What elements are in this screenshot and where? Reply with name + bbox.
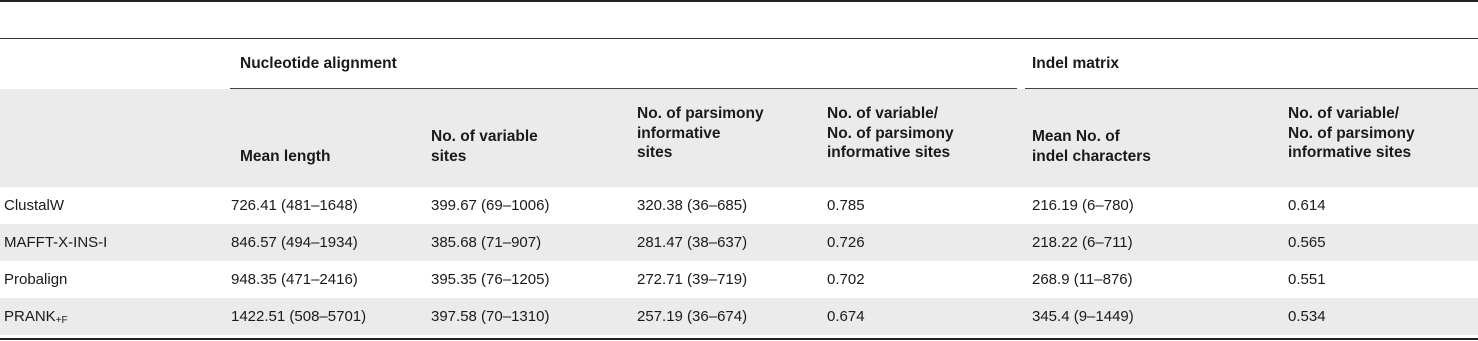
cell-indel-characters: 268.9 (11–876) (1032, 271, 1133, 288)
cell-mean-length: 948.35 (471–2416) (231, 271, 358, 288)
group-header-indel: Indel matrix (1032, 55, 1119, 72)
row-label (4, 307, 68, 330)
cell-indel-ratio: 0.614 (1288, 197, 1326, 214)
cell-ratio: 0.702 (827, 271, 865, 288)
cell-mean-length: 726.41 (481–1648) (231, 197, 358, 214)
cell-parsimony-sites: 281.47 (38–637) (637, 234, 748, 251)
row-label: ClustalW (4, 197, 65, 214)
table-bottom-rule (0, 338, 1478, 340)
cell-ratio: 0.726 (827, 234, 865, 251)
col-header-mean-indel-characters: Mean No. of indel characters (1032, 128, 1151, 165)
cell-mean-length: 846.57 (494–1934) (231, 234, 358, 251)
cell-mean-length: 1422.51 (508–5701) (231, 308, 367, 325)
col-header-mean-length: Mean length (240, 148, 331, 165)
cell-parsimony-sites: 257.19 (36–674) (637, 308, 748, 325)
cell-indel-ratio: 0.565 (1288, 234, 1326, 251)
cell-indel-ratio: 0.551 (1288, 271, 1326, 288)
row-label: Probalign (4, 271, 68, 288)
cell-indel-characters: 345.4 (9–1449) (1032, 308, 1134, 325)
cell-variable-sites: 399.67 (69–1006) (431, 197, 550, 214)
col-header-variable-sites: No. of variable sites (431, 128, 538, 165)
col-header-parsimony-informative-sites: No. of parsimony informative sites (637, 105, 764, 161)
row-label: MAFFT-X-INS-I (4, 234, 108, 251)
col-header-indel-variable-parsimony-ratio: No. of variable/ No. of parsimony informative sites (1288, 105, 1415, 161)
cell-ratio: 0.785 (827, 197, 865, 214)
group-header-nucleotide: Nucleotide alignment (240, 55, 397, 72)
row-label-subscript: +F (55, 315, 68, 326)
cell-parsimony-sites: 272.71 (39–719) (637, 271, 748, 288)
cell-ratio: 0.674 (827, 308, 865, 325)
cell-indel-ratio: 0.534 (1288, 308, 1326, 325)
row-label-main: PRANK (4, 308, 56, 325)
cell-variable-sites: 395.35 (76–1205) (431, 271, 550, 288)
col-header-variable-parsimony-ratio: No. of variable/ No. of parsimony informative sites (827, 105, 954, 161)
table-top-rule (0, 0, 1478, 2)
cell-indel-characters: 218.22 (6–711) (1032, 234, 1133, 251)
cell-variable-sites: 385.68 (71–907) (431, 234, 542, 251)
cell-variable-sites: 397.58 (70–1310) (431, 308, 550, 325)
cell-parsimony-sites: 320.38 (36–685) (637, 197, 748, 214)
cell-indel-characters: 216.19 (6–780) (1032, 197, 1134, 214)
table-header-rule (0, 38, 1478, 39)
